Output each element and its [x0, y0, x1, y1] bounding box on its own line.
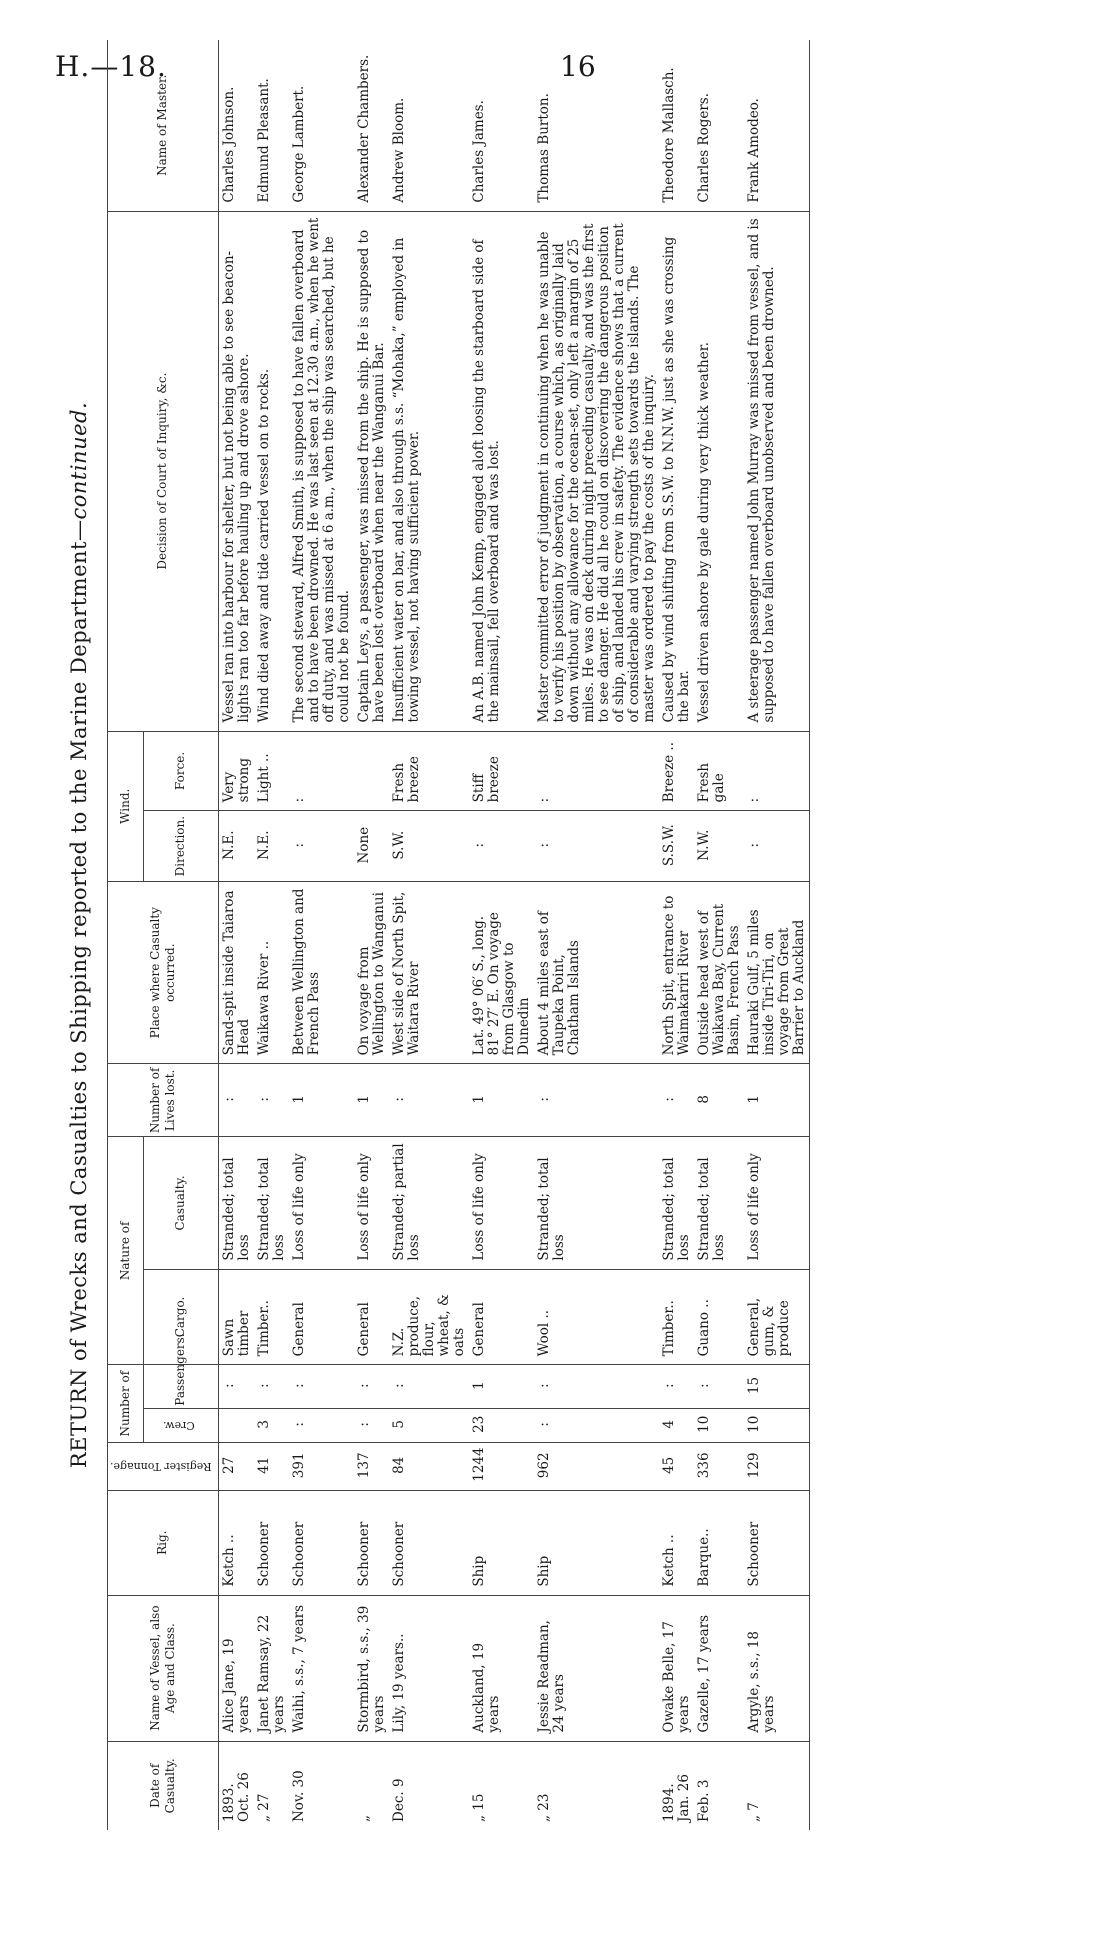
cell-crew: 3	[254, 1408, 289, 1442]
cell-vessel: Argyle, s.s., 18 years	[744, 1595, 810, 1741]
cell-casualty: Stranded; total loss	[218, 1137, 254, 1269]
cell-lives: :	[534, 1064, 659, 1137]
page-number: 16	[560, 50, 596, 83]
header-decision: Decision of Court of Inquiry, &c.	[108, 211, 219, 731]
cell-cargo: N.Z. produce, flour, wheat, & oats	[389, 1269, 469, 1365]
header-wind: Wind.	[108, 731, 144, 881]
cell-date	[289, 1741, 354, 1830]
cell-year: 1894.	[660, 1783, 677, 1822]
cell-vessel: Auckland, 19 years	[469, 1595, 534, 1741]
cell-date	[659, 1741, 694, 1830]
cell-vessel: Lily, 19 years..	[389, 1595, 469, 1741]
cell-date-text: „ 27	[255, 1793, 272, 1822]
cell-lives: :	[218, 1064, 254, 1137]
header-cargo: Cargo.	[144, 1269, 218, 1365]
cell-rig: Schooner	[354, 1490, 389, 1595]
cell-decision: A steerage passenger named John Murray was missed from vessel, and is supposed to have fallen overboard unobserved and been drowned.	[744, 211, 810, 731]
cell-cargo: Sawn timber	[218, 1269, 254, 1365]
table-row	[218, 40, 254, 1830]
cell-casualty: Stranded; partial loss	[389, 1137, 469, 1269]
cell-direction: :	[534, 811, 659, 882]
cell-place: On voyage from Wellington to Wanganui	[354, 881, 389, 1063]
cell-vessel: Owake Belle, 17 years	[659, 1595, 694, 1741]
cell-casualty: Stranded; total loss	[694, 1137, 744, 1269]
table-row	[694, 40, 744, 1830]
cell-crew: 10	[694, 1408, 744, 1442]
cell-passengers: :	[254, 1365, 289, 1408]
cell-direction: :	[469, 811, 534, 882]
cell-crew: 4	[659, 1408, 694, 1442]
cell-crew: 10	[744, 1408, 810, 1442]
cell-date	[534, 1741, 659, 1830]
cell-passengers: :	[354, 1365, 389, 1408]
cell-passengers: 1	[469, 1365, 534, 1408]
cell-master: Charles Johnson.	[218, 40, 254, 211]
cell-tonnage: 45	[659, 1442, 694, 1490]
header-crew-text: Crew.	[163, 1418, 195, 1432]
cell-force: :	[534, 731, 659, 811]
cell-rig: Ship	[469, 1490, 534, 1595]
header-wind-direction: Direction.	[144, 811, 218, 882]
cell-force: Light ..	[254, 731, 289, 811]
cell-rig: Ship	[534, 1490, 659, 1595]
cell-force: Fresh breeze	[389, 731, 469, 811]
cell-place: Between Wellington and French Pass	[289, 881, 354, 1063]
title-main: RETURN of Wrecks and Casualties to Shipping reported to the Marine Department	[67, 541, 91, 1469]
cell-date	[389, 1741, 469, 1830]
table-row	[389, 40, 469, 1830]
cell-date-text: „ 15	[470, 1793, 487, 1822]
cell-casualty: Stranded; total loss	[534, 1137, 659, 1269]
cell-tonnage: 962	[534, 1442, 659, 1490]
cell-decision: Vessel driven ashore by gale during very thick weather.	[694, 211, 744, 731]
cell-crew: :	[289, 1408, 354, 1442]
cell-vessel: Jessie Readman, 24 years	[534, 1595, 659, 1741]
cell-crew: 5	[389, 1408, 469, 1442]
cell-lives: 1	[469, 1064, 534, 1137]
cell-direction: N.E.	[218, 811, 254, 882]
cell-passengers: 15	[744, 1365, 810, 1408]
wreck-table-wrapper	[107, 40, 810, 1830]
cell-rig: Barque..	[694, 1490, 744, 1595]
cell-place: West side of North Spit, Waitara River	[389, 881, 469, 1063]
cell-tonnage: 1244	[469, 1442, 534, 1490]
cell-date	[354, 1741, 389, 1830]
cell-casualty: Loss of life only	[354, 1137, 389, 1269]
cell-tonnage: 391	[289, 1442, 354, 1490]
cell-passengers: :	[694, 1365, 744, 1408]
cell-place: Lat. 49° 06′ S., long. 81° 27′ E. On voyage from Glasgow to Dunedin	[469, 881, 534, 1063]
cell-decision: The second steward, Alfred Smith, is supposed to have fallen overboard and to have been drowned. He was last seen at 12.30 a.m., when he went off duty, and was missed at 6 a.m., when the ship was searched, but he could not be found.	[289, 211, 354, 731]
cell-decision: Captain Leys, a passenger, was missed from the ship. He is supposed to have been lost overboard when near the Wanganui Bar.	[354, 211, 389, 731]
table-row	[254, 40, 289, 1830]
cell-passengers: :	[659, 1365, 694, 1408]
cell-tonnage: 84	[389, 1442, 469, 1490]
cell-place: Waikawa River ..	[254, 881, 289, 1063]
cell-master: Charles James.	[469, 40, 534, 211]
cell-rig: Ketch ..	[218, 1490, 254, 1595]
cell-lives: 1	[354, 1064, 389, 1137]
cell-force: Fresh gale	[694, 731, 744, 811]
cell-force	[354, 731, 389, 811]
cell-place: Hauraki Gulf, 5 miles inside Tiri-Tiri, on voyage from Great Barrier to Auckland	[744, 881, 810, 1063]
cell-direction: S.W.	[389, 811, 469, 882]
cell-decision: Vessel ran into harbour for shelter, but not being able to see beacon-lights ran too far before hauling up and drove ashore.	[218, 211, 254, 731]
cell-date	[254, 1741, 289, 1830]
header-date: Date of Casualty.	[108, 1741, 219, 1830]
cell-lives: 1	[289, 1064, 354, 1137]
cell-tonnage: 41	[254, 1442, 289, 1490]
cell-date-text: Dec. 9	[390, 1778, 407, 1822]
cell-vessel: Janet Ramsay, 22 years	[254, 1595, 289, 1741]
page-reference: H.—18.	[55, 50, 167, 83]
cell-decision: Wind died away and tide carried vessel on to rocks.	[254, 211, 289, 731]
cell-master: Charles Rogers.	[694, 40, 744, 211]
header-lives-lost: Number of Lives lost.	[108, 1064, 219, 1137]
cell-force: Very strong	[218, 731, 254, 811]
cell-direction: N.W.	[694, 811, 744, 882]
cell-rig: Schooner	[254, 1490, 289, 1595]
cell-lives: :	[389, 1064, 469, 1137]
cell-casualty: Loss of life only	[469, 1137, 534, 1269]
header-crew	[144, 1408, 218, 1442]
cell-passengers: :	[534, 1365, 659, 1408]
cell-cargo: General	[354, 1269, 389, 1365]
table-row	[534, 40, 659, 1830]
cell-passengers: :	[218, 1365, 254, 1408]
cell-master: Andrew Bloom.	[389, 40, 469, 211]
cell-force: :	[289, 731, 354, 811]
header-passengers: Passengers.	[144, 1365, 218, 1408]
cell-force: Breeze ..	[659, 731, 694, 811]
cell-crew: :	[534, 1408, 659, 1442]
table-title	[55, 40, 103, 1830]
title-continued: —continued.	[67, 401, 91, 542]
cell-cargo: Wool ..	[534, 1269, 659, 1365]
cell-date-text: „ 7	[745, 1802, 762, 1822]
cell-date	[218, 1741, 254, 1830]
cell-cargo: Guano ..	[694, 1269, 744, 1365]
cell-direction: :	[289, 811, 354, 882]
cell-casualty: Stranded; total loss	[254, 1137, 289, 1269]
cell-casualty: Loss of life only	[289, 1137, 354, 1269]
cell-place: About 4 miles east of Taupeka Point, Chatham Islands	[534, 881, 659, 1063]
cell-direction: N.E.	[254, 811, 289, 882]
cell-year: 1893.	[220, 1783, 237, 1822]
header-place: Place where Casualty occurred.	[108, 881, 219, 1063]
cell-passengers: :	[289, 1365, 354, 1408]
cell-rig: Ketch ..	[659, 1490, 694, 1595]
cell-date	[694, 1741, 744, 1830]
cell-date-text: Oct. 26	[235, 1772, 252, 1822]
cell-cargo: General, gum, & produce	[744, 1269, 810, 1365]
header-nature-of: Nature of	[108, 1137, 144, 1365]
cell-decision: Master committed error of judgment in continuing when he was unable to verify his position by observation, a course which, as originally laid down without any allowance for the ocean-set, only left a margin of 25 miles. He was on deck during night preceding casualty, and was the first to see danger. He did all he could on discovering the dangerous position of ship, and landed his crew in safety. The evidence shows that a current of considerable and varying strength sets towards the islands. The master was ordered to pay the costs of the inquiry.	[534, 211, 659, 731]
cell-tonnage: 27	[218, 1442, 254, 1490]
cell-crew: 23	[469, 1408, 534, 1442]
table-row	[744, 40, 810, 1830]
cell-date-text: „ 23	[535, 1793, 552, 1822]
cell-vessel: Alice Jane, 19 years	[218, 1595, 254, 1741]
cell-date-text: Feb. 3	[695, 1779, 712, 1822]
cell-crew	[218, 1408, 254, 1442]
cell-casualty: Stranded; total loss	[659, 1137, 694, 1269]
cell-master: Alexander Chambers.	[354, 40, 389, 211]
header-casualty: Casualty.	[144, 1137, 218, 1269]
cell-date	[744, 1741, 810, 1830]
cell-lives: :	[254, 1064, 289, 1137]
cell-vessel: Gazelle, 17 years	[694, 1595, 744, 1741]
cell-tonnage: 137	[354, 1442, 389, 1490]
wreck-table	[107, 40, 810, 1830]
cell-date-text: Nov. 30	[290, 1770, 307, 1822]
cell-master: Thomas Burton.	[534, 40, 659, 211]
cell-lives: :	[659, 1064, 694, 1137]
cell-date-text: Jan. 26	[675, 1774, 692, 1822]
cell-direction: None	[354, 811, 389, 882]
cell-master: George Lambert.	[289, 40, 354, 211]
cell-lives: 1	[744, 1064, 810, 1137]
cell-place: Sand-spit inside Taiaroa Head	[218, 881, 254, 1063]
cell-vessel: Waihi, s.s., 7 years	[289, 1595, 354, 1741]
table-row	[469, 40, 534, 1830]
cell-cargo: Timber..	[254, 1269, 289, 1365]
cell-cargo: Timber..	[659, 1269, 694, 1365]
cell-force: :	[744, 731, 810, 811]
cell-casualty: Loss of life only	[744, 1137, 810, 1269]
cell-decision: An A.B. named John Kemp, engaged aloft loosing the starboard side of the mainsail, fell overboard and was lost.	[469, 211, 534, 731]
cell-direction: S.S.W.	[659, 811, 694, 882]
cell-direction: :	[744, 811, 810, 882]
cell-crew: :	[354, 1408, 389, 1442]
table-row	[354, 40, 389, 1830]
header-vessel: Name of Vessel, also Age and Class.	[108, 1595, 219, 1741]
header-wind-force: Force.	[144, 731, 218, 811]
header-rig: Rig.	[108, 1490, 219, 1595]
header-tonnage	[108, 1442, 219, 1490]
cell-date-text: „	[355, 1815, 372, 1822]
header-tonnage-text: Register Tonnage.	[110, 1459, 212, 1473]
cell-date	[469, 1741, 534, 1830]
cell-lives: 8	[694, 1064, 744, 1137]
cell-rig: Schooner	[744, 1490, 810, 1595]
cell-master: Frank Amodeo.	[744, 40, 810, 211]
cell-decision: Caused by wind shifting from S.S.W. to N.N.W. just as she was crossing the bar.	[659, 211, 694, 731]
cell-decision: Insufficient water on bar, and also through s.s. “Mohaka,” employed in towing vessel, not having sufficient power.	[389, 211, 469, 731]
cell-place: North Spit, entrance to Waimakariri River	[659, 881, 694, 1063]
cell-place: Outside head west of Waikawa Bay, Current Basin, French Pass	[694, 881, 744, 1063]
cell-master: Edmund Pleasant.	[254, 40, 289, 211]
header-number-of: Number of	[108, 1365, 144, 1443]
cell-vessel: Stormbird, s.s., 39 years	[354, 1595, 389, 1741]
cell-rig: Schooner	[289, 1490, 354, 1595]
cell-tonnage: 129	[744, 1442, 810, 1490]
rotated-table-region	[55, 40, 935, 1830]
cell-cargo: General	[469, 1269, 534, 1365]
cell-passengers: :	[389, 1365, 469, 1408]
cell-cargo: General	[289, 1269, 354, 1365]
table-row	[289, 40, 354, 1830]
table-row	[659, 40, 694, 1830]
cell-rig: Schooner	[389, 1490, 469, 1595]
header-master: Name of Master.	[108, 40, 219, 211]
cell-master: Theodore Mallasch.	[659, 40, 694, 211]
cell-tonnage: 336	[694, 1442, 744, 1490]
cell-force: Stiff breeze	[469, 731, 534, 811]
